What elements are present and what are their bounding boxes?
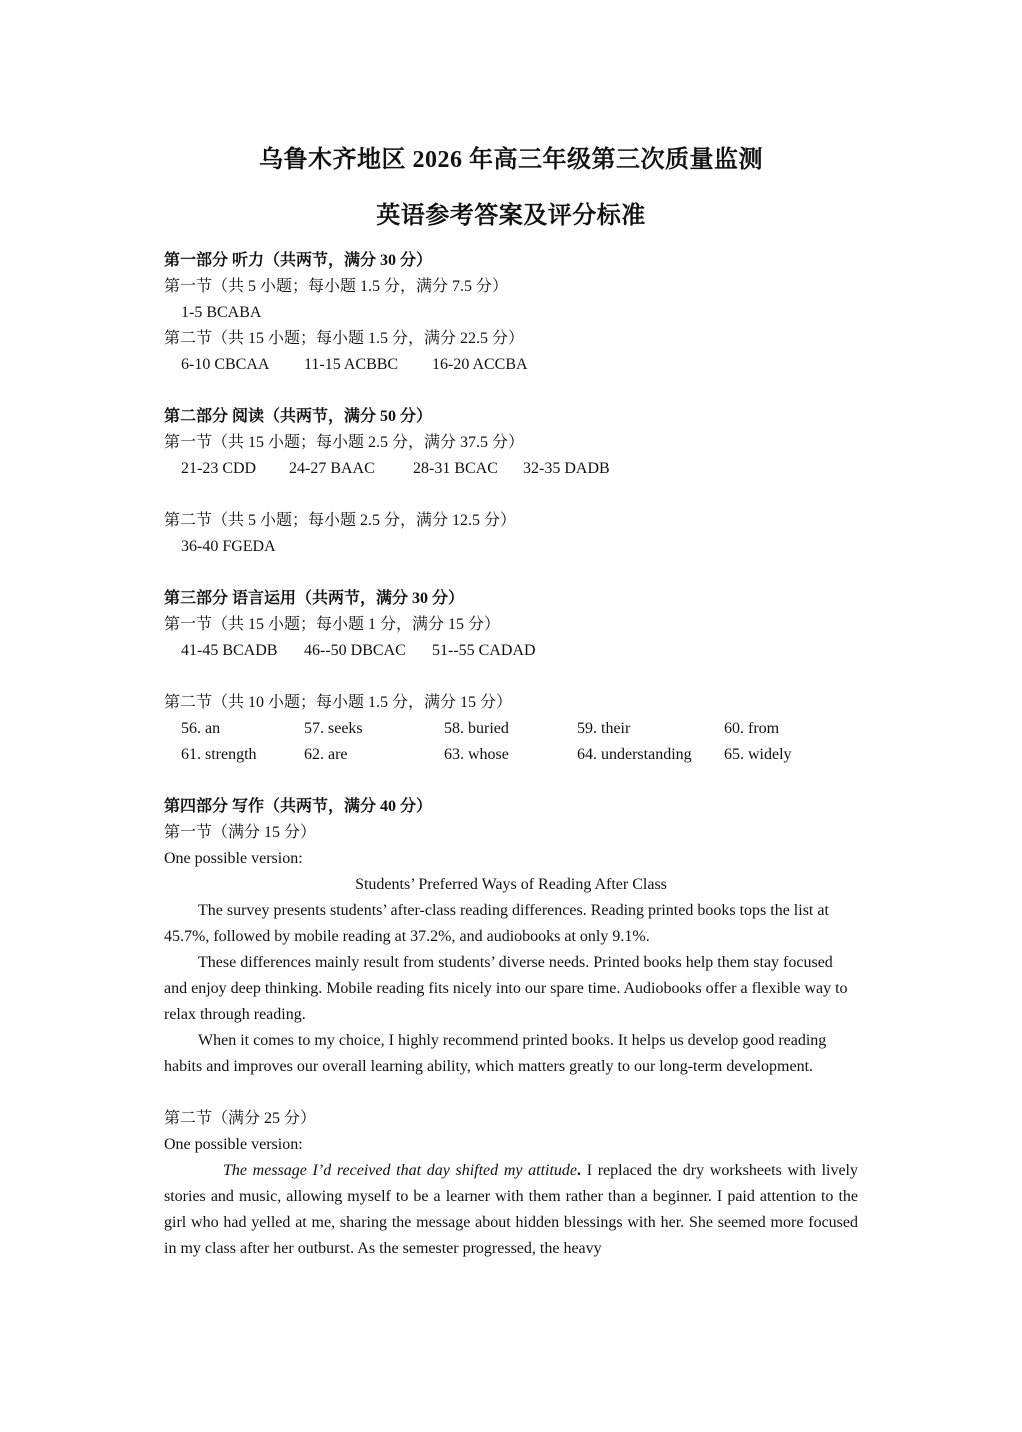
answer-group: 41-45 BCADB <box>181 642 278 659</box>
cloze-answer: 63. whose <box>444 746 509 763</box>
document-title: 乌鲁木齐地区 2026 年高三年级第三次质量监测 <box>259 147 763 173</box>
part4-section2-heading: 第二节（满分 25 分） <box>164 1110 317 1127</box>
essay2-lead-sentence: The message I’d received that day shifted my attitude <box>223 1162 578 1179</box>
cloze-answer: 61. strength <box>181 746 257 763</box>
part2-section2-heading: 第二节（共 5 小题；每小题 2.5 分，满分 12.5 分） <box>164 512 517 529</box>
part2-section1-answers <box>164 456 858 482</box>
part2-section2-answers <box>164 534 858 560</box>
cloze-answer: 57. seeks <box>304 720 363 737</box>
answer-group: 51--55 CADAD <box>432 642 536 659</box>
part3-section1-heading: 第一节（共 15 小题；每小题 1 分，满分 15 分） <box>164 616 501 633</box>
answer-group: 21-23 CDD <box>181 460 257 477</box>
answer-group: 6-10 CBCAA <box>181 356 270 373</box>
essay2-body-text: I replaced the dry worksheets with lively stories and music, allowing myself to be a learner with them rather than a beginner. I paid attention to the girl who had yelled at me, sharing the message about hidden blessings with her. She seemed more focused in my class after her outburst. As the semester progressed, the heavy <box>164 1162 859 1257</box>
answer-group: 11-15 ACBBC <box>304 356 399 373</box>
answer-group: 16-20 ACCBA <box>432 356 528 373</box>
answer-group: 24-27 BAAC <box>289 460 375 477</box>
part1-section2-heading: 第二节（共 15 小题；每小题 1.5 分，满分 22.5 分） <box>164 330 525 347</box>
cloze-answer: 56. an <box>181 720 221 737</box>
essay1-title: Students’ Preferred Ways of Reading After Class <box>355 876 667 893</box>
cloze-answers-row-2 <box>164 742 858 768</box>
essay2-paragraph <box>164 1158 859 1257</box>
part1-section1-heading: 第一节（共 5 小题；每小题 1.5 分，满分 7.5 分） <box>164 278 509 295</box>
part1-section2-answers <box>164 352 858 378</box>
essay1-paragraph: The survey presents students’ after-class reading differences. Reading printed books tops the list at 45.7%, followed by mobile reading at 37.2%, and audiobooks at only 9.1%. <box>164 902 829 945</box>
part3-section1-answers <box>164 638 858 664</box>
answer-document <box>164 140 859 1257</box>
cloze-answer: 60. from <box>724 720 780 737</box>
part2-section1-heading: 第一节（共 15 小题；每小题 2.5 分，满分 37.5 分） <box>164 434 525 451</box>
document-subtitle: 英语参考答案及评分标准 <box>376 203 646 229</box>
essay1-paragraph: These differences mainly result from students’ diverse needs. Printed books help them stay focused and enjoy deep thinking. Mobile reading fits nicely into our spare time. Audiobooks offer a flexible way to relax through reading. <box>164 954 848 1023</box>
cloze-answer: 62. are <box>304 746 348 763</box>
part2-heading: 第二部分 阅读（共两节，满分 50 分） <box>164 408 433 425</box>
part1-section1-answers <box>164 300 858 326</box>
essay2-lead-period: . <box>577 1162 582 1179</box>
part3-heading: 第三部分 语言运用（共两节，满分 30 分） <box>164 590 465 607</box>
cloze-answer: 65. widely <box>724 746 792 763</box>
answer-group: 28-31 BCAC <box>413 460 498 477</box>
part3-section2-heading: 第二节（共 10 小题；每小题 1.5 分，满分 15 分） <box>164 694 513 711</box>
cloze-answer: 64. understanding <box>577 746 692 763</box>
cloze-answers-row-1 <box>164 716 858 742</box>
cloze-answer: 59. their <box>577 720 631 737</box>
essay1-paragraph: When it comes to my choice, I highly recommend printed books. It helps us develop good reading habits and improves our overall learning ability, which matters greatly to our long-term development. <box>164 1032 827 1075</box>
part1-heading: 第一部分 听力（共两节，满分 30 分） <box>164 252 433 269</box>
cloze-answer: 58. buried <box>444 720 509 737</box>
possible-version-label: One possible version: <box>164 850 303 867</box>
answer-group: 36-40 FGEDA <box>181 538 276 555</box>
part4-section1-heading: 第一节（满分 15 分） <box>164 824 317 841</box>
answer-group: 32-35 DADB <box>523 460 610 477</box>
possible-version-label: One possible version: <box>164 1136 303 1153</box>
answer-group: 1-5 BCABA <box>181 304 262 321</box>
part4-heading: 第四部分 写作（共两节，满分 40 分） <box>164 798 433 815</box>
answer-group: 46--50 DBCAC <box>304 642 406 659</box>
